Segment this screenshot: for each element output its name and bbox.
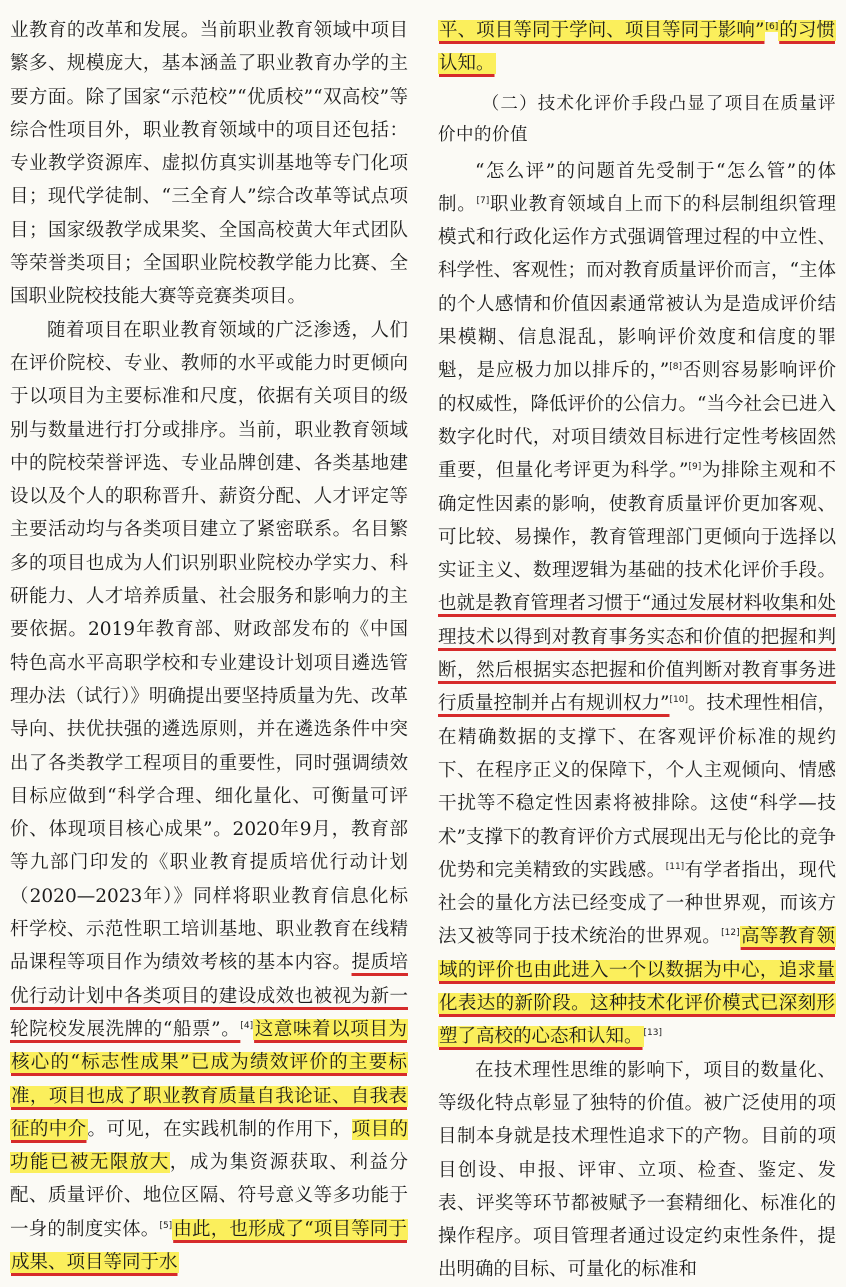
body-text: 为排除主观和不确定性因素的影响，使教育质量评价更加客观、可比较、易操作，教育管理部门更倾向于选择以实证主义、数理逻辑为基础的技术化评价手段。 [438,460,836,582]
citation-ref: [6] [765,22,779,32]
right-column [438,14,836,1287]
left-column [10,14,408,1279]
highlighted-text: 由此，也形成了“项目等同于成果、项目等同于水 [11,1218,407,1273]
citation-ref: [13] [643,1028,662,1039]
paragraph [438,155,836,1054]
body-text: 有学者指出，现代社会的量化方法已经变成了一种世界观，而该方法又被等同于技术统治的世界观。 [438,859,836,948]
citation-ref: [9] [688,462,702,473]
highlighted-text: 高等教育领域的评价也由此进入一个以数据为中心，追求量化表达的新阶段。这种技术化评价模式已深刻形塑了高校的心态和认知。 [439,926,835,1048]
body-text: 否则容易影响评价的权威性，降低评价的公信力。“当今社会已进入数字化时代，对项目绩效目标进行定性考核固然重要，但量化考评更为科学。” [438,360,836,482]
citation-ref: [7] [476,195,490,206]
body-text: 职业教育领域自上而下的科层制组织管理模式和行政化运作方式强调管理过程的中立性、科学性、客观性；而对教育质量评价而言，“主体的个人感情和价值因素通常被认为是造成评价结果模糊、信息混乱，影响评价效度和信度的罪魁，是应极力加以排斥的，” [438,193,836,382]
paragraph [10,14,408,314]
paragraph [10,314,408,1280]
body-text: ，成为集资源获取、利益分配、质量评价、地位区隔、符号意义等多功能于一身的制度实体。 [10,1152,408,1240]
citation-ref: [10] [669,695,688,706]
citation-ref: [4] [240,1020,254,1031]
citation-ref: [12] [721,928,740,939]
underlined-text: 也就是教育管理者习惯于“通过发展材料收集和处理技术以得到对教育事务实态和价值的把握和判断，然后根据实态把握和价值判断对教育事务进行质量控制并占有规训权力” [438,593,836,715]
body-text: “怎么评”的问题首先受制于“怎么管”的体制。 [438,160,836,215]
section-heading: （二）技术化评价手段凸显了项目在质量评价中的价值 [438,93,836,145]
highlighted-text: 的习惯认知。 [439,20,835,75]
body-text: 业教育的改革和发展。当前职业教育领域中项目繁多、规模庞大，基本涵盖了职业教育办学的主要方面。除了国家“示范校”“优质校”“双高校”等综合性项目外，职业教育领域中的项目还包括：专业教学资源库、虚拟仿真实训基地等专门化项目；现代学徒制、“三全育人”综合改革等试点项目；国家级教学成果奖、全国高校黄大年式团队等荣誉类项目；全国职业院校教学能力比赛、全国职业院校技能大赛等竞赛类项目。 [10,20,408,308]
underlined-text: 提质培优行动计划中各类项目的建设成效也被视为新一轮院校发展洗牌的“船票”。 [10,952,408,1040]
citation-ref: [5] [159,1220,173,1231]
body-text: 。技术理性相信，在精确数据的支撑下、在客观评价标准的规约下、在程序正义的保障下，个人主观倾向、情感干扰等不稳定性因素将被排除。这使“科学—技术”支撑下的教育评价方式展现出无与伦比的竞争优势和完美精致的实践感。 [438,693,836,881]
highlighted-text: 项目的功能已被无限放大 [10,1118,408,1174]
highlighted-text: 平、项目等同于学问、项目等同于影响” [439,20,765,41]
body-text: 。可见，在实践机制的作用下， [87,1118,352,1140]
highlighted-text: 这意味着以项目为核心的“标志性成果”已成为绩效评价的主要标准，项目也成了职业教育质量自我论证、自我表征的中介 [11,1018,407,1140]
paragraph [438,14,836,81]
citation-ref: [8] [669,362,682,373]
body-text: 在技术理性思维的影响下，项目的数量化、等级化特点彰显了独特的价值。被广泛使用的项目制本身就是技术理性追求下的产物。目前的项目创设、申报、评审、立项、检查、鉴定、发表、评奖等环节都被赋予一套精细化、标准化的操作程序。项目管理者通过设定约束性条件，提出明确的目标、可量化的标准和 [438,1059,836,1281]
paragraph [438,1054,836,1287]
body-text: 随着项目在职业教育领域的广泛渗透，人们在评价院校、专业、教师的水平或能力时更倾向于以项目为主要标准和尺度，依据有关项目的级别与数量进行打分或排序。当前，职业教育领域中的院校荣誉评选、专业品牌创建、各类基地建设以及个人的职称晋升、薪资分配、人才评定等主要活动均与各类项目建立了紧密联系。名目繁多的项目也成为人们识别职业院校办学实力、科研能力、人才培养质量、社会服务和影响力的主要依据。2019年教育部、财政部发布的《中国特色高水平高职学校和专业建设计划项目遴选管理办法（试行）》明确提出要坚持质量为先、改革导向、扶优扶强的遴选原则，并在遴选条件中突出了各类教学工程项目的重要性，同时强调绩效目标应做到“科学合理、细化量化、可衡量可评价、体现项目核心成果”。2020年9月，教育部等九部门印发的《职业教育提质培优行动计划（2020—2023年）》同样将职业教育信息化标杆学校、示范性职工培训基地、职业教育在线精品课程等项目作为绩效考核的基本内容。 [10,319,408,974]
citation-ref: [11] [665,861,685,872]
